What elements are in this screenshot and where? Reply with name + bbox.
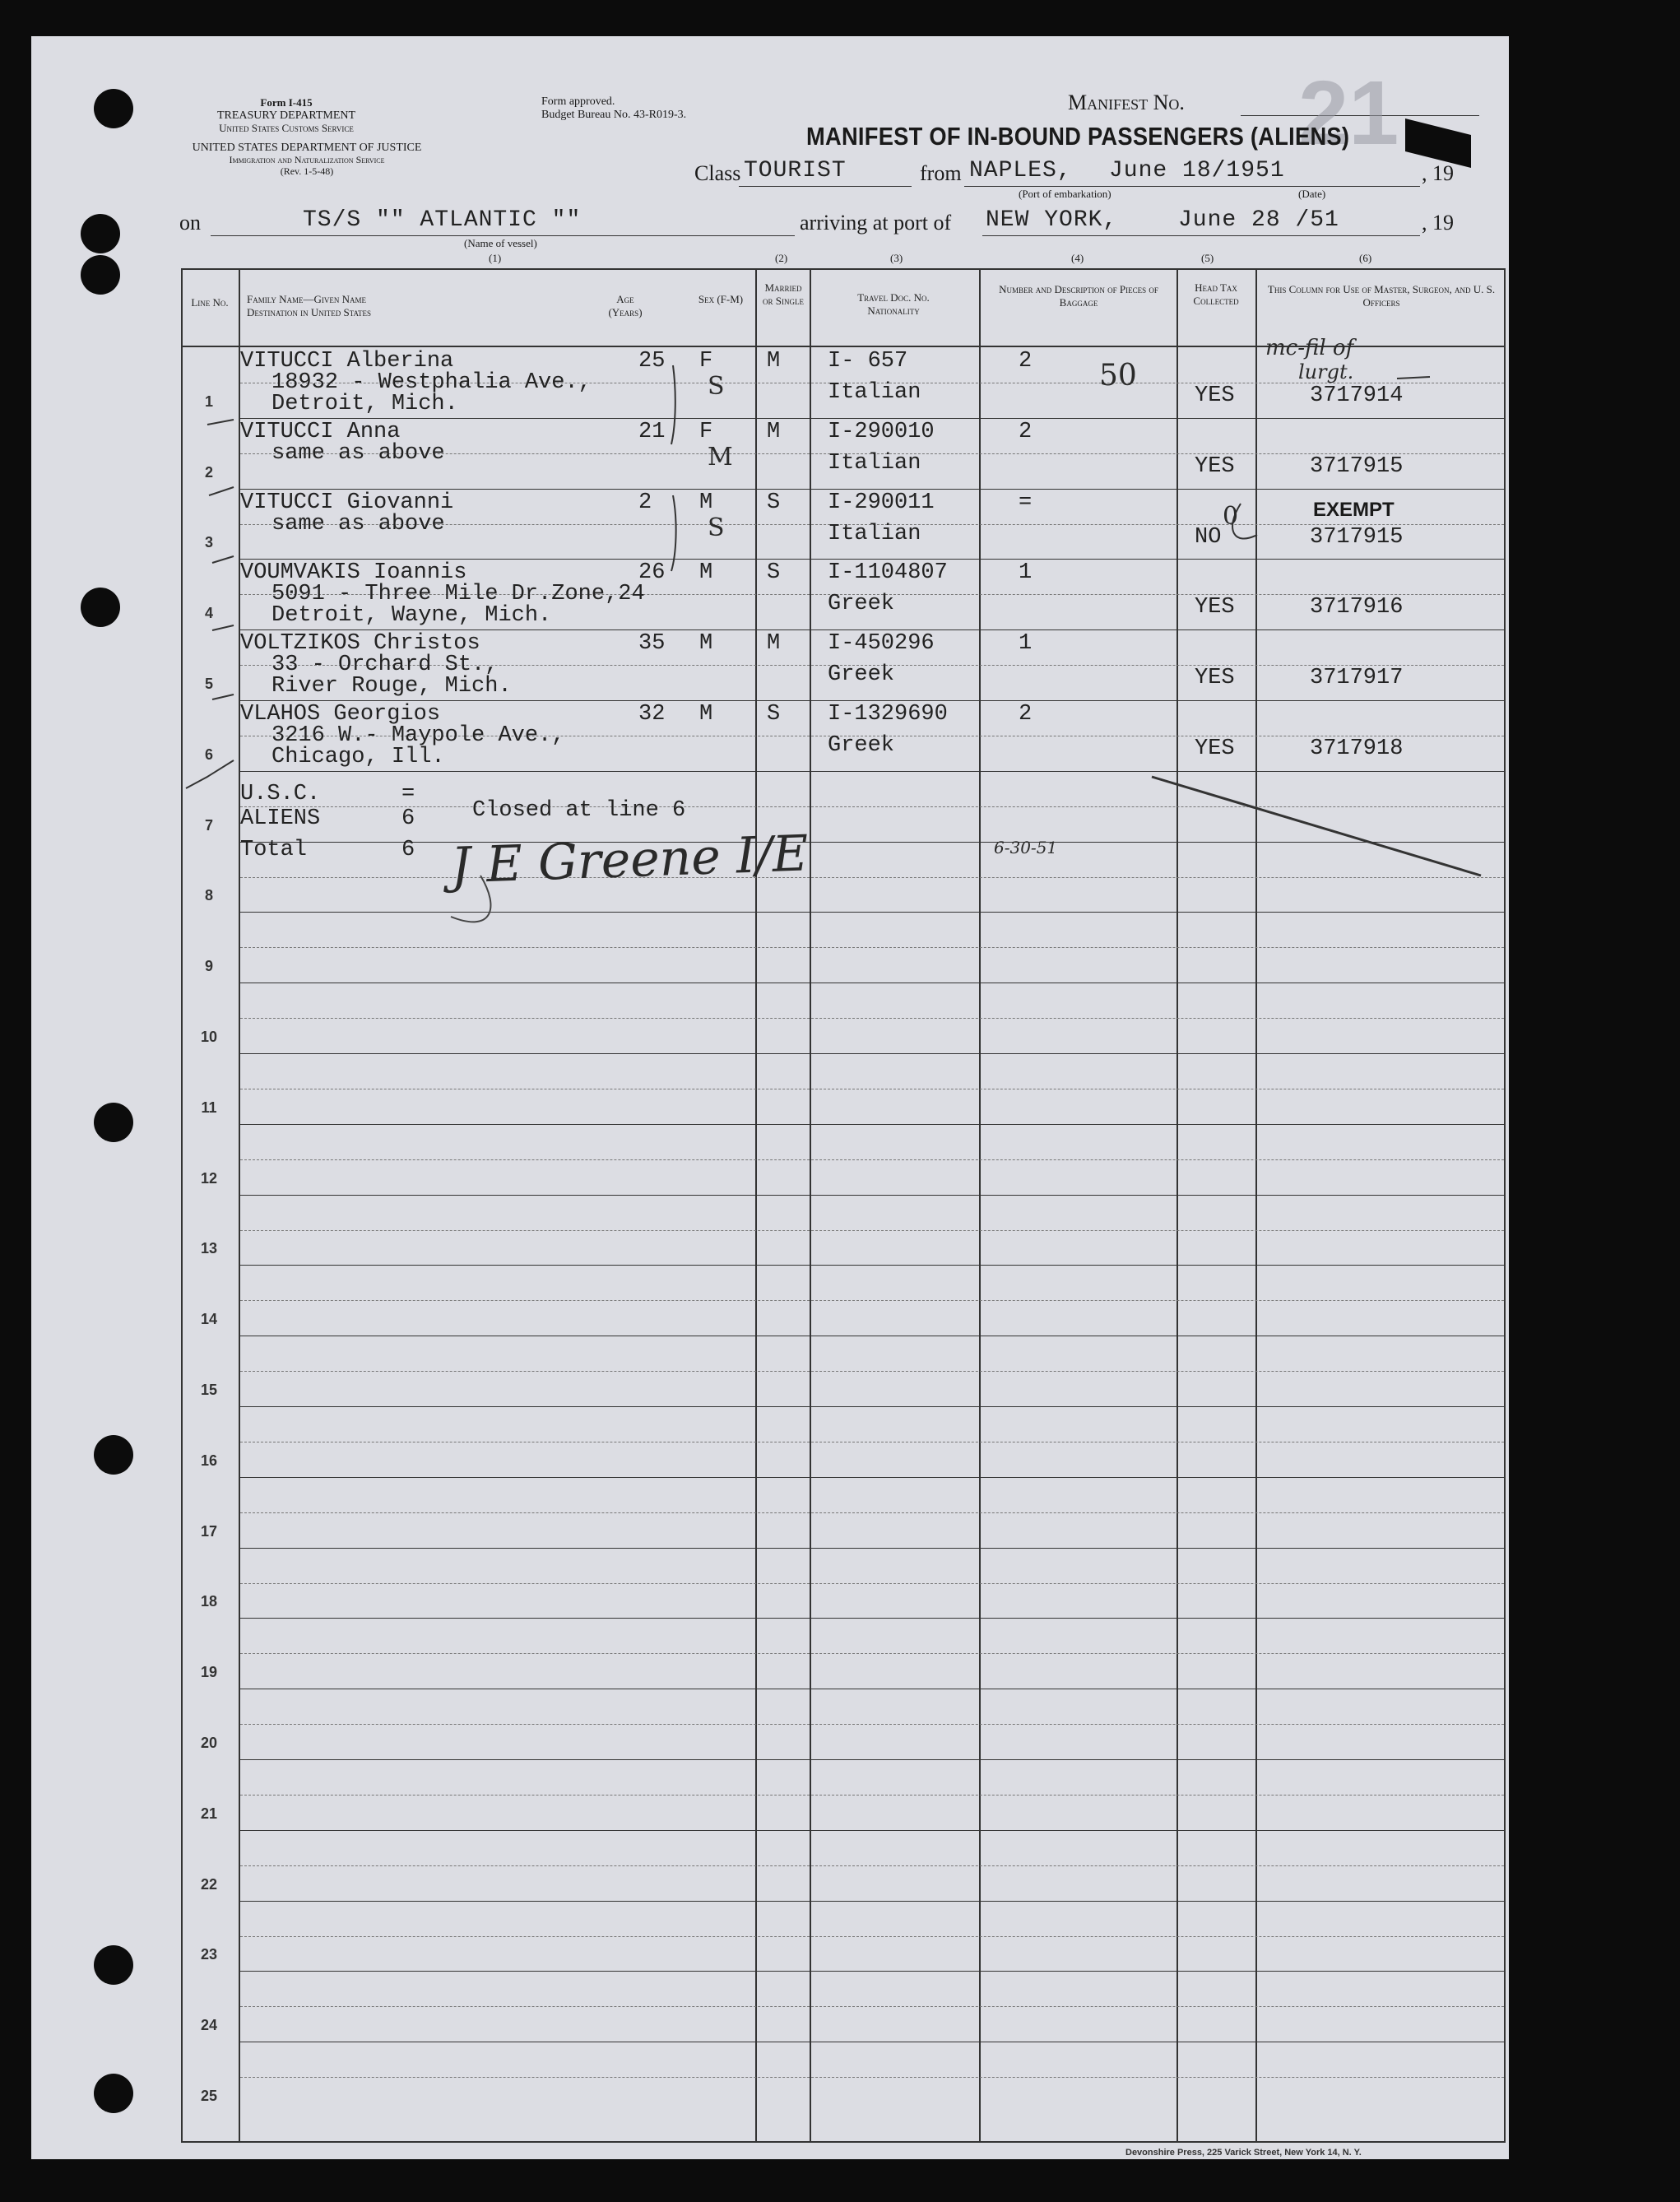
nationality: Italian xyxy=(828,450,921,476)
officer-number: 3717918 xyxy=(1310,736,1404,761)
col-officers: This Column for Use of Master, Surgeon, and U. S. Officers xyxy=(1267,283,1496,309)
port-embark-caption: (Port of embarkation) xyxy=(1019,188,1111,200)
line-number: 4 xyxy=(204,605,213,622)
col-destination: Destination in United States xyxy=(247,306,372,318)
usc-value: = xyxy=(401,782,415,806)
date-caption: (Date) xyxy=(1298,188,1326,200)
year-suffix-2: , 19 xyxy=(1422,211,1454,235)
passenger-age: 32 xyxy=(638,702,666,727)
officer-signature: J E Greene I/E xyxy=(449,825,810,895)
head-tax-collected: YES xyxy=(1195,453,1235,479)
col-travel-doc: Travel Doc. No. xyxy=(857,291,930,304)
closing-line xyxy=(1152,777,1481,876)
travel-doc-no: I-290010 xyxy=(828,419,935,444)
line-number: 3 xyxy=(204,534,213,551)
passenger-address-2: Chicago, Ill. xyxy=(271,745,445,769)
line-number: 16 xyxy=(200,1452,218,1469)
customs-service: United States Customs Service xyxy=(219,122,354,135)
line-number: 21 xyxy=(200,1805,218,1822)
baggage-count: = xyxy=(1019,490,1033,515)
hand-bracket xyxy=(671,365,675,444)
passenger-age: 21 xyxy=(638,419,666,444)
passenger-address-1: 5091 - Three Mile Dr.Zone,24 xyxy=(271,582,645,607)
handwritten-marital: S xyxy=(708,513,725,542)
col-num-4: (4) xyxy=(1071,252,1084,264)
passenger-address-2: Detroit, Wayne, Mich. xyxy=(271,603,552,629)
travel-doc-no: I-1329690 xyxy=(828,702,948,727)
col-name: Family Name—Given Name xyxy=(247,293,366,305)
total-value: 6 xyxy=(401,838,415,862)
officer-number: 3717917 xyxy=(1310,666,1404,691)
travel-doc-no: I- 657 xyxy=(828,349,908,374)
passenger-address-1: 18932 - Westphalia Ave., xyxy=(271,370,592,395)
passenger-marital: M xyxy=(767,349,781,374)
line-number: 11 xyxy=(201,1099,217,1116)
passenger-address-1: 3216 W.- Maypole Ave., xyxy=(271,723,565,748)
officer-handwriting: mc-fil of xyxy=(1265,336,1354,360)
passenger-marital: S xyxy=(767,490,781,515)
dept-justice: UNITED STATES DEPARTMENT OF JUSTICE xyxy=(192,142,422,154)
line-number: 22 xyxy=(200,1875,218,1893)
head-tax-collected: YES xyxy=(1195,383,1235,408)
passenger-sex: M xyxy=(699,631,713,657)
page-title: MANIFEST OF IN-BOUND PASSENGERS (ALIENS) xyxy=(806,122,1350,151)
baggage-count: 1 xyxy=(1019,631,1033,657)
line-number: 25 xyxy=(200,2088,218,2104)
class-label: Class xyxy=(694,161,741,185)
total-label: Total xyxy=(240,838,308,862)
passenger-name: VLAHOS Georgios xyxy=(240,702,441,727)
col-head-tax: Head Tax Collected xyxy=(1193,281,1239,308)
travel-doc-no: I-1104807 xyxy=(828,560,948,586)
line-number: 7 xyxy=(204,816,213,834)
head-tax-collected: YES xyxy=(1195,736,1235,761)
arrival-port-value: NEW YORK, xyxy=(986,207,1118,233)
year-suffix-1: , 19 xyxy=(1422,161,1454,185)
manifest-sheet xyxy=(31,36,1509,2159)
officer-number: 3717916 xyxy=(1310,595,1404,620)
col-age: Age (Years) xyxy=(608,293,643,319)
col-num-6: (6) xyxy=(1359,252,1372,264)
embark-date-value: June 18/1951 xyxy=(1109,158,1285,184)
passenger-marital: S xyxy=(767,702,781,727)
passenger-age: 2 xyxy=(638,490,652,515)
class-value: TOURIST xyxy=(744,158,847,184)
line-number: 10 xyxy=(200,1029,218,1045)
col-line-no: Line No. xyxy=(191,296,229,309)
col-baggage: Number and Description of Pieces of Baggage xyxy=(999,283,1158,309)
nationality: Italian xyxy=(828,521,921,546)
baggage-annotation: 50 xyxy=(1099,359,1137,393)
tick-marks xyxy=(186,420,234,788)
nationality: Greek xyxy=(828,592,895,617)
line-number: 19 xyxy=(200,1664,218,1681)
on-label: on xyxy=(179,211,201,235)
handwritten-marital: M xyxy=(708,442,733,472)
passenger-marital: M xyxy=(767,631,781,657)
baggage-count: 2 xyxy=(1019,349,1033,374)
head-tax-collected: YES xyxy=(1195,595,1235,620)
officer-number: 3717914 xyxy=(1310,383,1404,408)
revision-label: (Rev. 1-5-48) xyxy=(280,165,334,177)
vessel-value: TS/S "" ATLANTIC "" xyxy=(303,207,582,233)
line-number: 6 xyxy=(204,746,213,763)
nationality: Greek xyxy=(828,662,895,688)
arrival-date-value: June 28 /51 xyxy=(1178,207,1339,233)
passenger-name: VITUCCI Alberina xyxy=(240,349,454,374)
line-number: 5 xyxy=(204,676,213,692)
from-value: NAPLES, xyxy=(969,158,1072,184)
dept-treasury: TREASURY DEPARTMENT xyxy=(216,109,356,122)
check-stroke xyxy=(1397,377,1430,379)
passenger-address-1: same as above xyxy=(271,511,445,537)
travel-doc-no: I-290011 xyxy=(828,490,935,515)
line-number: 8 xyxy=(204,887,213,904)
handwritten-marital: S xyxy=(708,372,725,401)
passenger-marital: M xyxy=(767,419,781,444)
passenger-age: 35 xyxy=(638,631,666,657)
passenger-sex: F xyxy=(699,419,713,444)
passenger-name: VITUCCI Giovanni xyxy=(240,490,454,515)
line-number: 23 xyxy=(200,1946,218,1963)
line-number: 14 xyxy=(200,1311,218,1328)
line-number: 12 xyxy=(200,1169,218,1187)
vessel-caption: (Name of vessel) xyxy=(464,237,537,249)
head-tax-collected: YES xyxy=(1195,666,1235,691)
line-number: 2 xyxy=(204,463,213,481)
col-num-2: (2) xyxy=(775,252,788,264)
col-num-3: (3) xyxy=(890,252,903,264)
passenger-sex: F xyxy=(699,349,713,374)
col-married: Married or Single xyxy=(763,281,804,308)
officer-number: 3717915 xyxy=(1310,524,1404,550)
col-sex: Sex (F-M) xyxy=(698,293,744,305)
passenger-sex: M xyxy=(699,702,713,727)
line-number: 18 xyxy=(200,1593,218,1610)
line-number: 9 xyxy=(204,958,213,975)
hand-bracket xyxy=(671,495,676,571)
col-num-1: (1) xyxy=(489,252,502,264)
travel-doc-no: I-450296 xyxy=(828,631,935,657)
line-number: 24 xyxy=(200,2017,218,2034)
line-number: 1 xyxy=(204,393,213,410)
passenger-age: 25 xyxy=(638,349,666,374)
line-number: 20 xyxy=(200,1735,218,1751)
line-number: 13 xyxy=(200,1240,218,1257)
printer-imprint: Devonshire Press, 225 Varick Street, New York 14, N. Y. xyxy=(1125,2148,1362,2158)
manifest-stamp-number: 21 xyxy=(1298,63,1399,164)
arriving-label: arriving at port of xyxy=(800,211,952,235)
passenger-age: 26 xyxy=(638,560,666,586)
head-tax-collected: NO xyxy=(1195,524,1222,550)
baggage-count: 2 xyxy=(1019,702,1033,727)
manifest-no-label: Manifest No. xyxy=(1068,91,1185,114)
passenger-marital: S xyxy=(767,560,781,586)
signature-date: 6-30-51 xyxy=(994,838,1058,857)
baggage-count: 1 xyxy=(1019,560,1033,586)
nationality: Greek xyxy=(828,733,895,758)
passenger-address-1: same as above xyxy=(271,440,445,466)
passenger-address-2: River Rouge, Mich. xyxy=(271,674,512,699)
officer-handwriting-2: lurgt. xyxy=(1298,360,1354,383)
budget-bureau: Budget Bureau No. 43-R019-3. xyxy=(541,109,687,122)
passenger-address-1: 33 - Orchard St., xyxy=(271,653,499,678)
officer-number: 3717915 xyxy=(1310,453,1404,479)
col-num-5: (5) xyxy=(1201,252,1214,264)
passenger-sex: M xyxy=(699,560,713,586)
line-number: 17 xyxy=(200,1522,218,1540)
baggage-count: 2 xyxy=(1019,419,1033,444)
passenger-name: VITUCCI Anna xyxy=(240,419,401,444)
aliens-label: ALIENS xyxy=(240,806,321,831)
form-number: Form I-415 xyxy=(260,96,313,109)
col-nationality: Nationality xyxy=(867,304,920,317)
nationality: Italian xyxy=(828,380,921,405)
closed-text: Closed at line 6 xyxy=(472,798,686,823)
ins-label: Immigration and Naturalization Service xyxy=(229,154,385,166)
line-number: 15 xyxy=(200,1382,218,1398)
passenger-sex: M xyxy=(699,490,713,515)
exempt-stamp: EXEMPT xyxy=(1313,499,1395,521)
usc-label: U.S.C. xyxy=(240,782,321,806)
from-label: from xyxy=(920,161,962,185)
aliens-value: 6 xyxy=(401,806,415,831)
passenger-name: VOUMVAKIS Ioannis xyxy=(240,560,467,586)
passenger-name: VOLTZIKOS Christos xyxy=(240,631,480,657)
tax-no-mark: 0 xyxy=(1223,502,1239,531)
form-approved: Form approved. xyxy=(541,95,615,108)
passenger-address-2: Detroit, Mich. xyxy=(271,392,458,416)
